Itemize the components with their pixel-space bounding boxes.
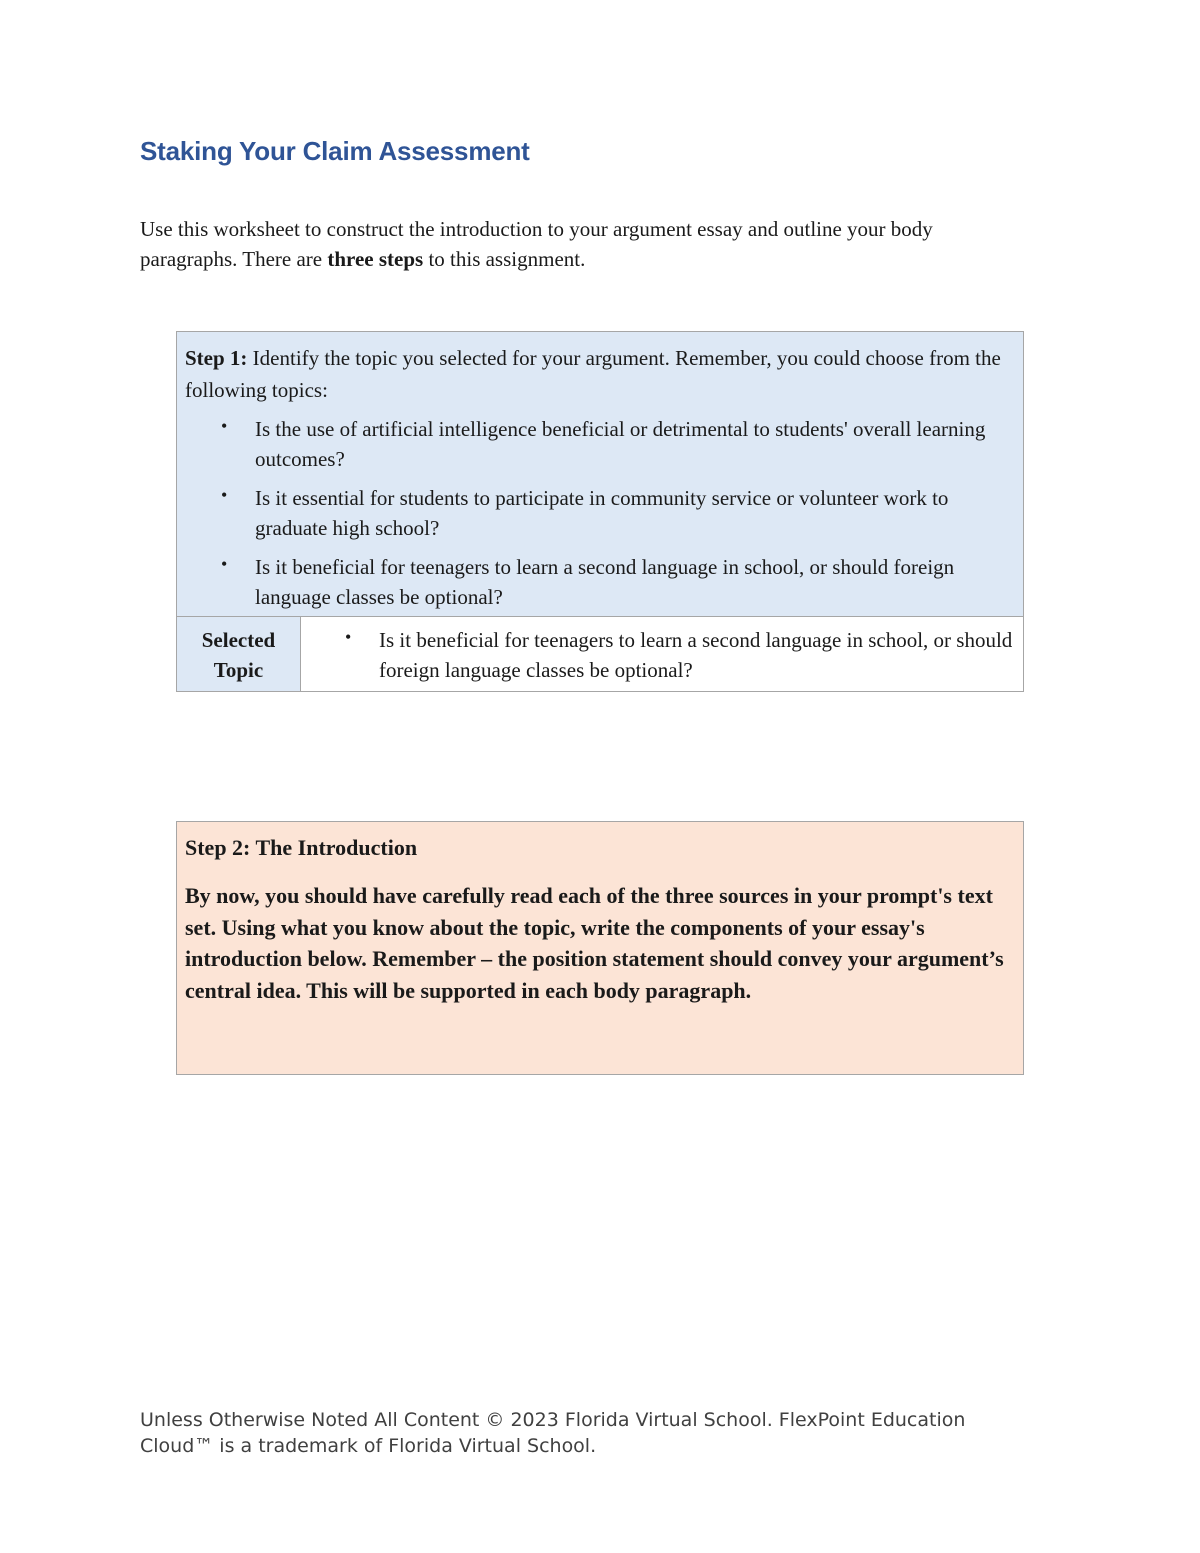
topic-text: Is the use of artificial intelligence beneficial or detrimental to students' overall learning outcomes? (255, 417, 986, 471)
selected-topic-row (177, 616, 1023, 691)
selected-topic-label: Selected Topic (177, 617, 301, 691)
intro-paragraph (140, 214, 1020, 274)
topic-text: Is it essential for students to participate in community service or volunteer work to graduate high school? (255, 486, 949, 540)
bullet-icon: • (221, 485, 228, 505)
bullet-icon: • (345, 627, 352, 647)
step2-instructions: By now, you should have carefully read each of the three sources in your prompt's text set. Using what you know about the topic, write the components of your essay's introduction below. Remember – the position statement should convey your argument’s central idea. This will be supported in each body paragraph. (185, 883, 1004, 1003)
copyright-footer: Unless Otherwise Noted All Content © 2023 Florida Virtual School. FlexPoint Education Cloud™ is a trademark of Florida Virtual School. (140, 1409, 966, 1457)
step1-label: Step 1: (185, 346, 248, 370)
topic-text: Is it beneficial for teenagers to learn a second language in school, or should foreign language classes be optional? (255, 555, 955, 609)
intro-text-start: Use this worksheet to construct the introduction to your argument essay and outline your body paragraphs. There are (140, 217, 933, 271)
intro-emphasis: three steps (327, 247, 424, 271)
bullet-icon: • (221, 416, 228, 436)
step2-box (176, 821, 1024, 1075)
step1-prompt (177, 332, 1023, 406)
step1-table (176, 331, 1024, 692)
selected-topic-value-cell[interactable] (301, 617, 1023, 691)
topic-list (177, 414, 1023, 616)
page-title: Staking Your Claim Assessment (140, 136, 530, 166)
intro-text-end: to this assignment. (423, 247, 586, 271)
step1-text: Identify the topic you selected for your argument. Remember, you could choose from the following topics: (185, 346, 1001, 402)
topic-list-item (221, 483, 1013, 543)
topic-list-item (221, 414, 1013, 474)
selected-topic-text: Is it beneficial for teenagers to learn a second language in school, or should foreign language classes be optional? (379, 628, 1013, 682)
step2-heading: Step 2: The Introduction (185, 835, 418, 860)
bullet-icon: • (221, 554, 228, 574)
topic-list-item (221, 552, 1013, 612)
